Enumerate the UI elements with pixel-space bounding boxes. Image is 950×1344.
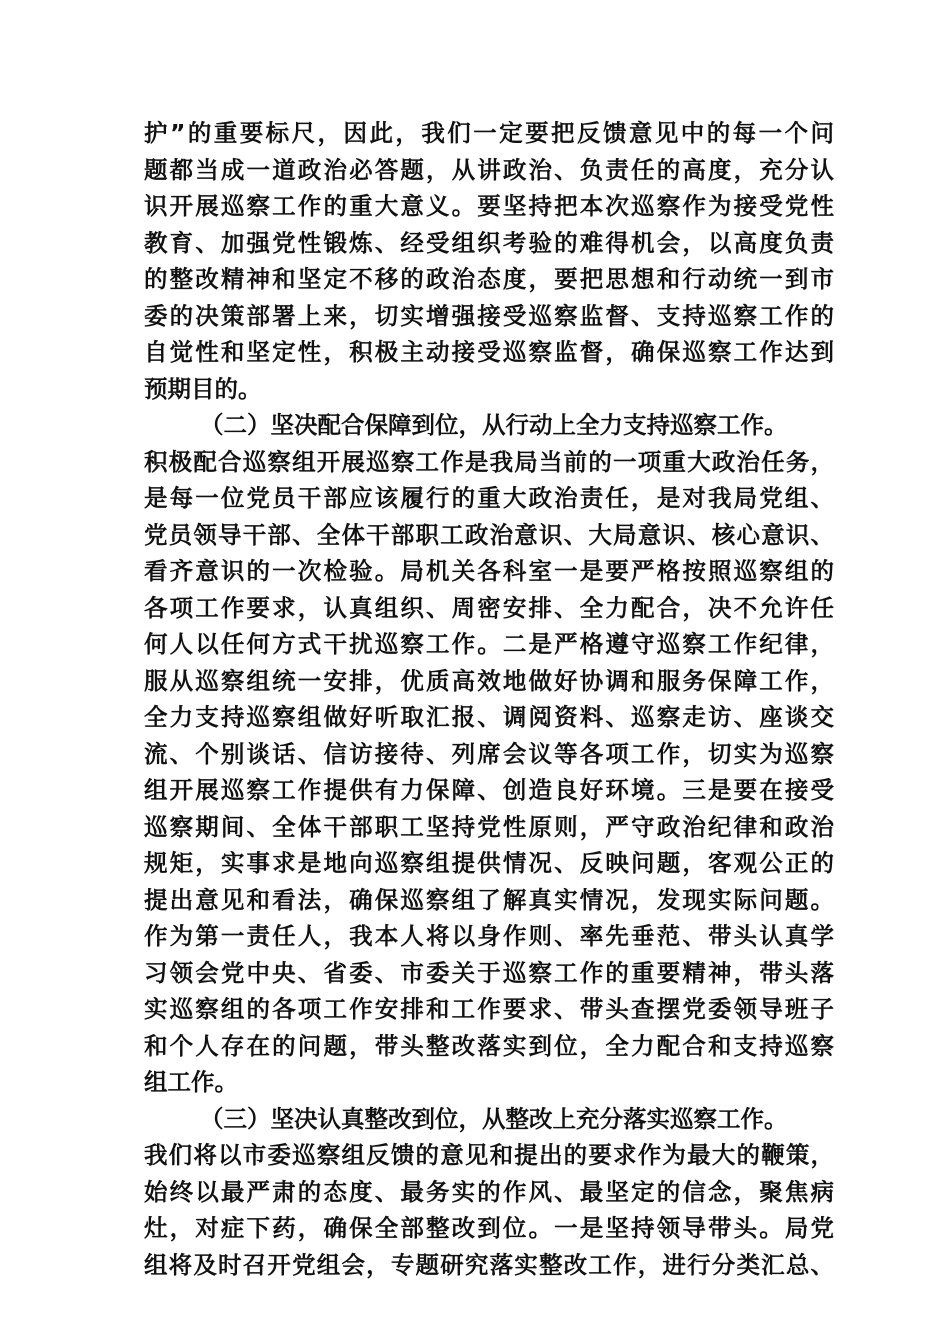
text-line: 作为第一责任人，我本人将以身作则、率先垂范、带头认真学 (144, 922, 834, 950)
text-line: 习领会党中央、省委、市委关于巡察工作的重要精神，带头落 (144, 958, 834, 987)
text-line: 委的决策部署上来，切实增强接受巡察监督、支持巡察工作的 (144, 301, 834, 330)
text-line: 全力支持巡察组做好听取汇报、调阅资料、巡察走访、座谈交 (144, 703, 834, 731)
text-line: 始终以最严肃的态度、最务实的作风、最坚定的信念，聚焦病 (144, 1177, 834, 1206)
text-line: 服从巡察组统一安排，优质高效地做好协调和服务保障工作， (144, 666, 834, 695)
text-line: 各项工作要求，认真组织、周密安排、全力配合，决不允许任 (144, 593, 834, 622)
text-line: 积极配合巡察组开展巡察工作是我局当前的一项重大政治任务， (144, 447, 834, 476)
text-line: 是每一位党员干部应该履行的重大政治责任，是对我局党组、 (144, 484, 834, 512)
text-line: 组开展巡察工作提供有力保障、创造良好环境。三是要在接受 (144, 776, 834, 804)
text-line: 组将及时召开党组会，专题研究落实整改工作，进行分类汇总、 (144, 1250, 834, 1279)
text-line: 提出意见和看法，确保巡察组了解真实情况，发现实际问题。 (144, 885, 834, 914)
text-line: 灶，对症下药，确保全部整改到位。一是坚持领导带头。局党 (144, 1214, 834, 1242)
text-line: 组工作。 (144, 1068, 238, 1096)
text-line: 自觉性和坚定性，积极主动接受巡察监督，确保巡察工作达到 (144, 338, 834, 366)
text-line: 预期目的。 (144, 374, 262, 403)
section-heading-2: （二）坚决配合保障到位，从行动上全力支持巡察工作。 (200, 411, 788, 439)
text-line: 我们将以市委巡察组反馈的意见和提出的要求作为最大的鞭策， (144, 1141, 834, 1169)
text-line: 识开展巡察工作的重大意义。要坚持把本次巡察作为接受党性 (144, 192, 834, 220)
document-body (144, 115, 834, 1283)
text-line: 流、个别谈话、信访接待、列席会议等各项工作，切实为巡察 (144, 739, 834, 768)
text-line: 看齐意识的一次检验。局机关各科室一是要严格按照巡察组的 (144, 557, 834, 585)
text-line: 何人以任何方式干扰巡察工作。二是严格遵守巡察工作纪律， (144, 630, 834, 658)
text-line: 题都当成一道政治必答题，从讲政治、负责任的高度，充分认 (144, 155, 834, 184)
text-line: 实巡察组的各项工作安排和工作要求、带头查摆党委领导班子 (144, 995, 834, 1023)
text-line: 的整改精神和坚定不移的政治态度，要把思想和行动统一到市 (144, 265, 834, 293)
text-line: 护”的重要标尺，因此，我们一定要把反馈意见中的每一个问 (144, 119, 834, 147)
text-line: 规矩，实事求是地向巡察组提供情况、反映问题，客观公正的 (144, 849, 834, 877)
text-line: 党员领导干部、全体干部职工政治意识、大局意识、核心意识、 (144, 520, 834, 549)
text-line: 巡察期间、全体干部职工坚持党性原则，严守政治纪律和政治 (144, 812, 834, 841)
text-line: 教育、加强党性锻炼、经受组织考验的难得机会，以高度负责 (144, 228, 834, 257)
text-line: 和个人存在的问题，带头整改落实到位，全力配合和支持巡察 (144, 1031, 834, 1060)
section-heading-3: （三）坚决认真整改到位，从整改上充分落实巡察工作。 (200, 1104, 788, 1133)
